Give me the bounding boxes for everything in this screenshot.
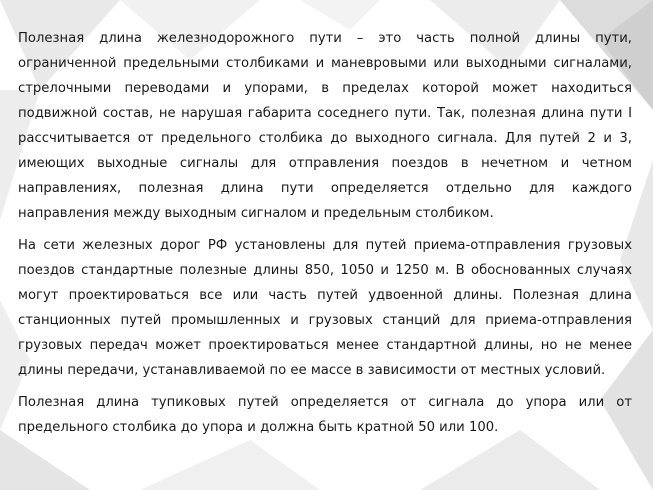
paragraph-useful-length-definition: Полезная длина железнодорожного пути – это часть полной длины пути, ограниченной предельными столбиками и маневровыми или выходными сигналами, стрелочными переводами и упорами, в пределах которой может находиться подвижной состав, не нарушая габарита соседнего пути. Так, полезная длина пути I рассчитывается от предельного столбика до выходного сигнала. Для путей 2 и 3, имеющих выходные сигналы для отправления поездов в нечетном и четном направлениях, полезная длина пути определяется отдельно для каждого направления между выходным сигналом и предельным столбиком. (18, 31, 632, 221)
paragraph-dead-end-tracks: Полезная длина тупиковых путей определяется от сигнала до упора или от предельного столбика до упора и должна быть кратной 50 или 100. (18, 395, 632, 435)
slide-text-body (18, 26, 632, 447)
paragraph-standard-lengths: На сети железных дорог РФ установлены для путей приема-отправления грузовых поездов стандартные полезные длины 850, 1050 и 1250 м. В обоснованных случаях могут проектироваться все или часть путей удвоенной длины. Полезная длина станционных путей промышленных и грузовых станций для приема-отправления грузовых передач может проектироваться менее стандартной длины, но не менее длины передачи, устанавливаемой по ее массе в зависимости от местных условий. (18, 238, 632, 378)
